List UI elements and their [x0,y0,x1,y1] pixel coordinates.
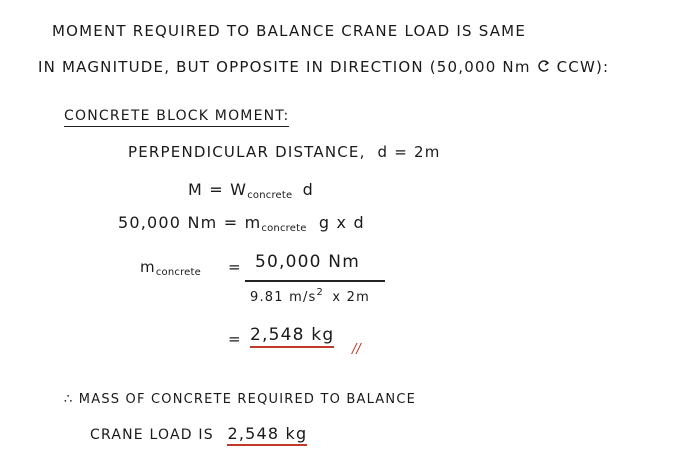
intro-line-2 [38,58,609,76]
equation-substitution-subscript: concrete [261,223,307,234]
result-value: 2,548 kg [250,325,334,348]
conclusion-line-2-text: CRANE LOAD IS [90,427,214,443]
fraction-denominator [250,287,370,305]
result-check-mark: // [352,342,361,357]
equation-substitution-rhs: g x d [318,213,365,232]
ccw-arrow-icon [537,59,551,73]
equation-solve-equals: = [228,258,242,276]
conclusion-value: 2,548 kg [227,424,307,446]
result-equals: = [228,330,242,348]
mass-symbol: m [140,258,156,276]
conclusion-line-1: ∴ MASS OF CONCRETE REQUIRED TO BALANCE [64,392,417,407]
fraction-bar [245,280,385,282]
equation-moment [188,180,314,201]
equation-substitution-lhs: 50,000 Nm = m [118,213,262,232]
perpendicular-distance-value: d = 2m [377,143,441,161]
section-heading: CONCRETE BLOCK MOMENT: [64,108,289,127]
intro-line-2-text: IN MAGNITUDE, BUT OPPOSITE IN DIRECTION (50,000 Nm [38,58,531,76]
equation-moment-rhs: d [302,180,315,199]
perpendicular-distance-line [128,143,441,161]
equation-solve-lhs [140,258,201,278]
denominator-exponent: 2 [316,287,325,298]
perpendicular-distance-label: PERPENDICULAR DISTANCE, [128,143,366,161]
intro-line-1: MOMENT REQUIRED TO BALANCE CRANE LOAD IS SAME [52,22,526,40]
fraction-numerator: 50,000 Nm [255,252,360,272]
intro-line-2-direction: CCW): [556,58,610,76]
equation-moment-lhs: M = W [188,180,248,199]
denominator-distance: x 2m [332,290,370,305]
conclusion-line-2 [90,424,307,443]
mass-subscript: concrete [155,267,201,278]
equation-moment-subscript: concrete [247,190,293,201]
denominator-gravity: 9.81 m/s [250,290,317,305]
equation-substitution [118,213,365,234]
